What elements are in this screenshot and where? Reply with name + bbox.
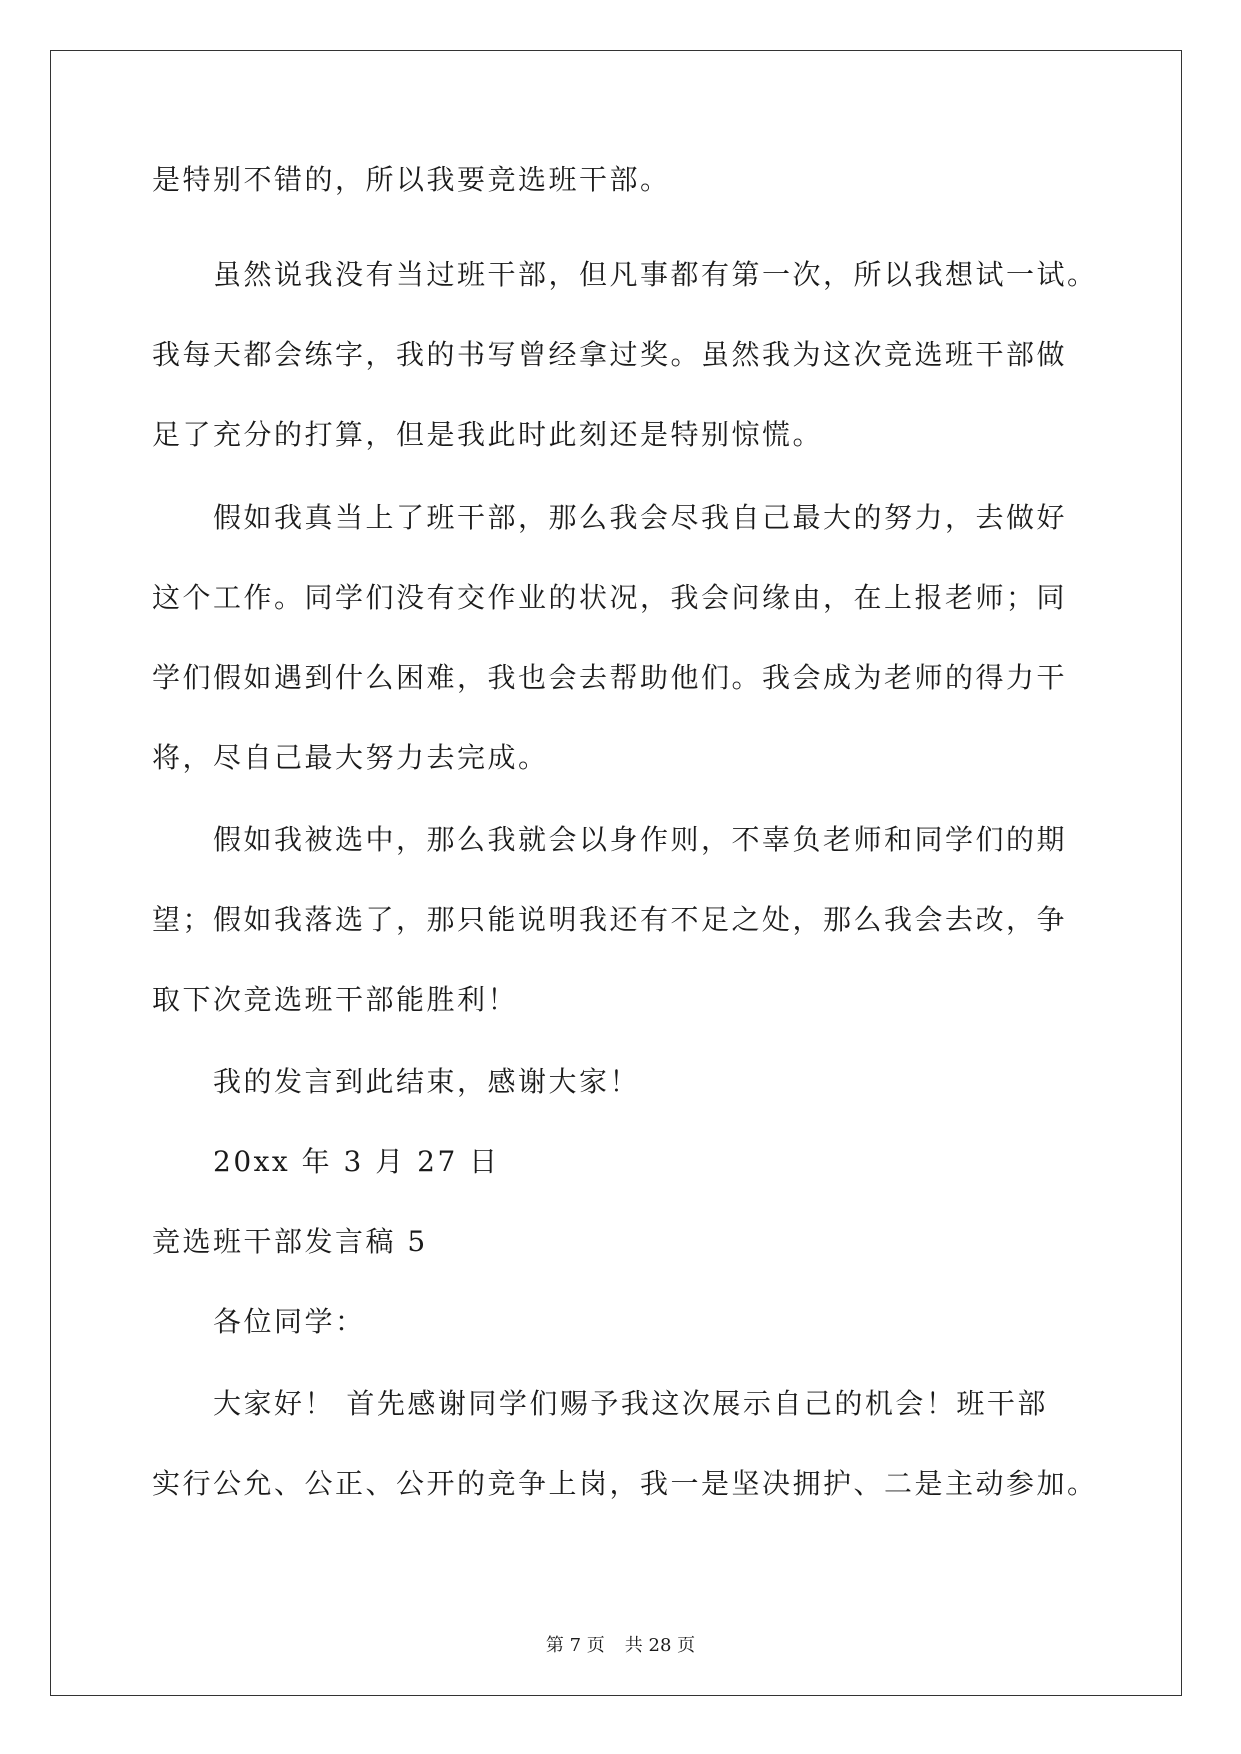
text-line: 我每天都会练字，我的书写曾经拿过奖。虽然我为这次竞选班干部做 bbox=[152, 338, 1068, 371]
page-footer bbox=[0, 1634, 1241, 1658]
text-line: 这个工作。同学们没有交作业的状况，我会问缘由，在上报老师；同 bbox=[152, 581, 1068, 614]
text-line: 假如我真当上了班干部，那么我会尽我自己最大的努力，去做好 bbox=[213, 501, 1068, 534]
salutation: 各位同学： bbox=[213, 1305, 366, 1338]
text-line: 实行公允、公正、公开的竞争上岗，我一是坚决拥护、二是主动参加。 bbox=[152, 1467, 1098, 1500]
text-line: 假如我被选中，那么我就会以身作则，不辜负老师和同学们的期 bbox=[213, 823, 1068, 856]
text-line: 望；假如我落选了，那只能说明我还有不足之处，那么我会去改，争 bbox=[152, 903, 1068, 936]
text-line: 我的发言到此结束，感谢大家！ bbox=[213, 1065, 641, 1098]
date-line: 20xx 年 3 月 27 日 bbox=[213, 1145, 500, 1178]
text-line: 是特别不错的，所以我要竞选班干部。 bbox=[152, 163, 671, 196]
text-line: 大家好！ 首先感谢同学们赐予我这次展示自己的机会！班干部 bbox=[213, 1387, 1048, 1420]
page-border bbox=[50, 50, 1182, 1696]
text-line: 学们假如遇到什么困难，我也会去帮助他们。我会成为老师的得力干 bbox=[152, 661, 1068, 694]
text-line: 将，尽自己最大努力去完成。 bbox=[152, 741, 549, 774]
text-line: 取下次竞选班干部能胜利！ bbox=[152, 983, 519, 1016]
text-line: 足了充分的打算，但是我此时此刻还是特别惊慌。 bbox=[152, 418, 824, 451]
page-total: 共 28 页 bbox=[624, 1635, 696, 1656]
section-title: 竞选班干部发言稿 5 bbox=[152, 1225, 428, 1258]
text-line: 虽然说我没有当过班干部，但凡事都有第一次，所以我想试一试。 bbox=[213, 258, 1098, 291]
page-number: 第 7 页 bbox=[545, 1635, 605, 1656]
